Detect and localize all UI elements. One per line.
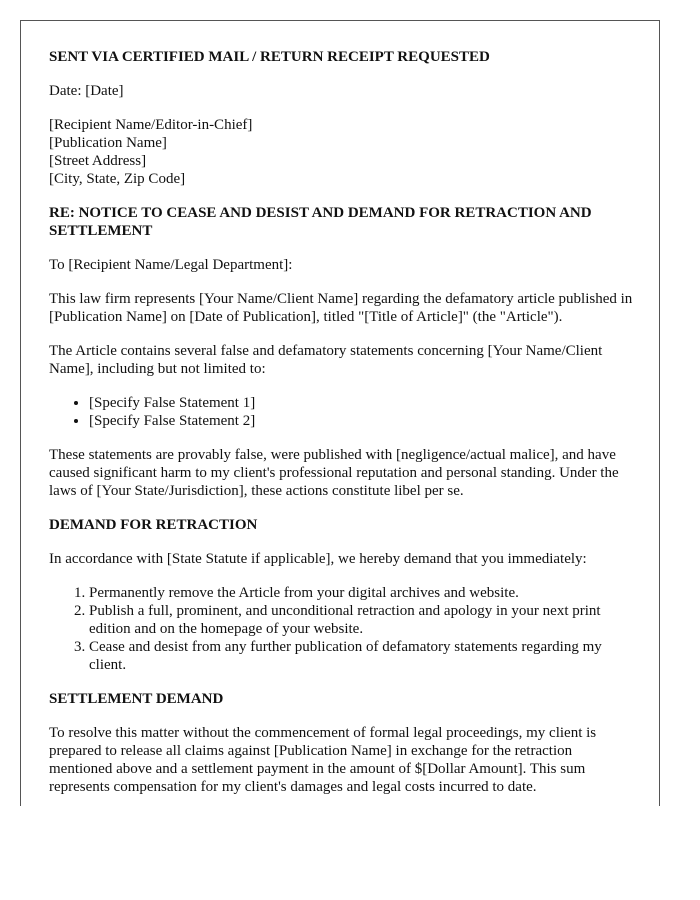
address-line: [City, State, Zip Code] [49,171,186,187]
harm-paragraph: These statements are provably false, were published with [negligence/actual malice], and have caused significant harm to my client's professional reputation and personal standing. Under the laws of [Your State/Jurisdiction], these actions constitute libel per se. [49,447,619,499]
list-item: 1. Permanently remove the Article from your digital archives and website. [89,584,639,602]
letter-date: Date: [Date] [49,83,124,99]
list-item: • [Specify False Statement 2] [89,412,639,430]
re-line: RE: NOTICE TO CEASE AND DESIST AND DEMAND FOR RETRACTION AND SETTLEMENT [49,205,592,239]
address-line: [Street Address] [49,153,147,169]
list-item: 3. Cease and desist from any further publication of defamatory statements regarding my client. [89,638,639,674]
statements-intro-paragraph: The Article contains several false and defamatory statements concerning [Your Name/Client Name], including but not limited to: [49,343,603,377]
address-line: [Recipient Name/Editor-in-Chief] [49,117,253,133]
intro-paragraph: This law firm represents [Your Name/Client Name] regarding the defamatory article published in [Publication Name] on [Date of Publication], titled "[Title of Article]" (the "Article"). [49,291,633,325]
list-item: 2. Publish a full, prominent, and unconditional retraction and apology in your next print edition and on the homepage of your website. [89,602,639,638]
mailing-header: SENT VIA CERTIFIED MAIL / RETURN RECEIPT REQUESTED [49,49,490,65]
retraction-intro: In accordance with [State Statute if applicable], we hereby demand that you immediately: [49,551,587,567]
false-statements-list [49,394,639,430]
demands-list [49,584,639,674]
list-item: • [Specify False Statement 1] [89,394,639,412]
letter-body [49,48,639,806]
letter-page [20,20,660,806]
settlement-paragraph: To resolve this matter without the commencement of formal legal proceedings, my client is prepared to release all claims against [Publication Name] in exchange for the retraction mentioned above and a settlement payment in the amount of $[Dollar Amount]. This sum represents compensation for my client's damages and legal costs incurred to date. [49,725,597,795]
salutation: To [Recipient Name/Legal Department]: [49,257,293,273]
address-line: [Publication Name] [49,135,167,151]
retraction-heading: DEMAND FOR RETRACTION [49,517,258,533]
recipient-address [49,116,639,188]
settlement-heading: SETTLEMENT DEMAND [49,691,224,707]
